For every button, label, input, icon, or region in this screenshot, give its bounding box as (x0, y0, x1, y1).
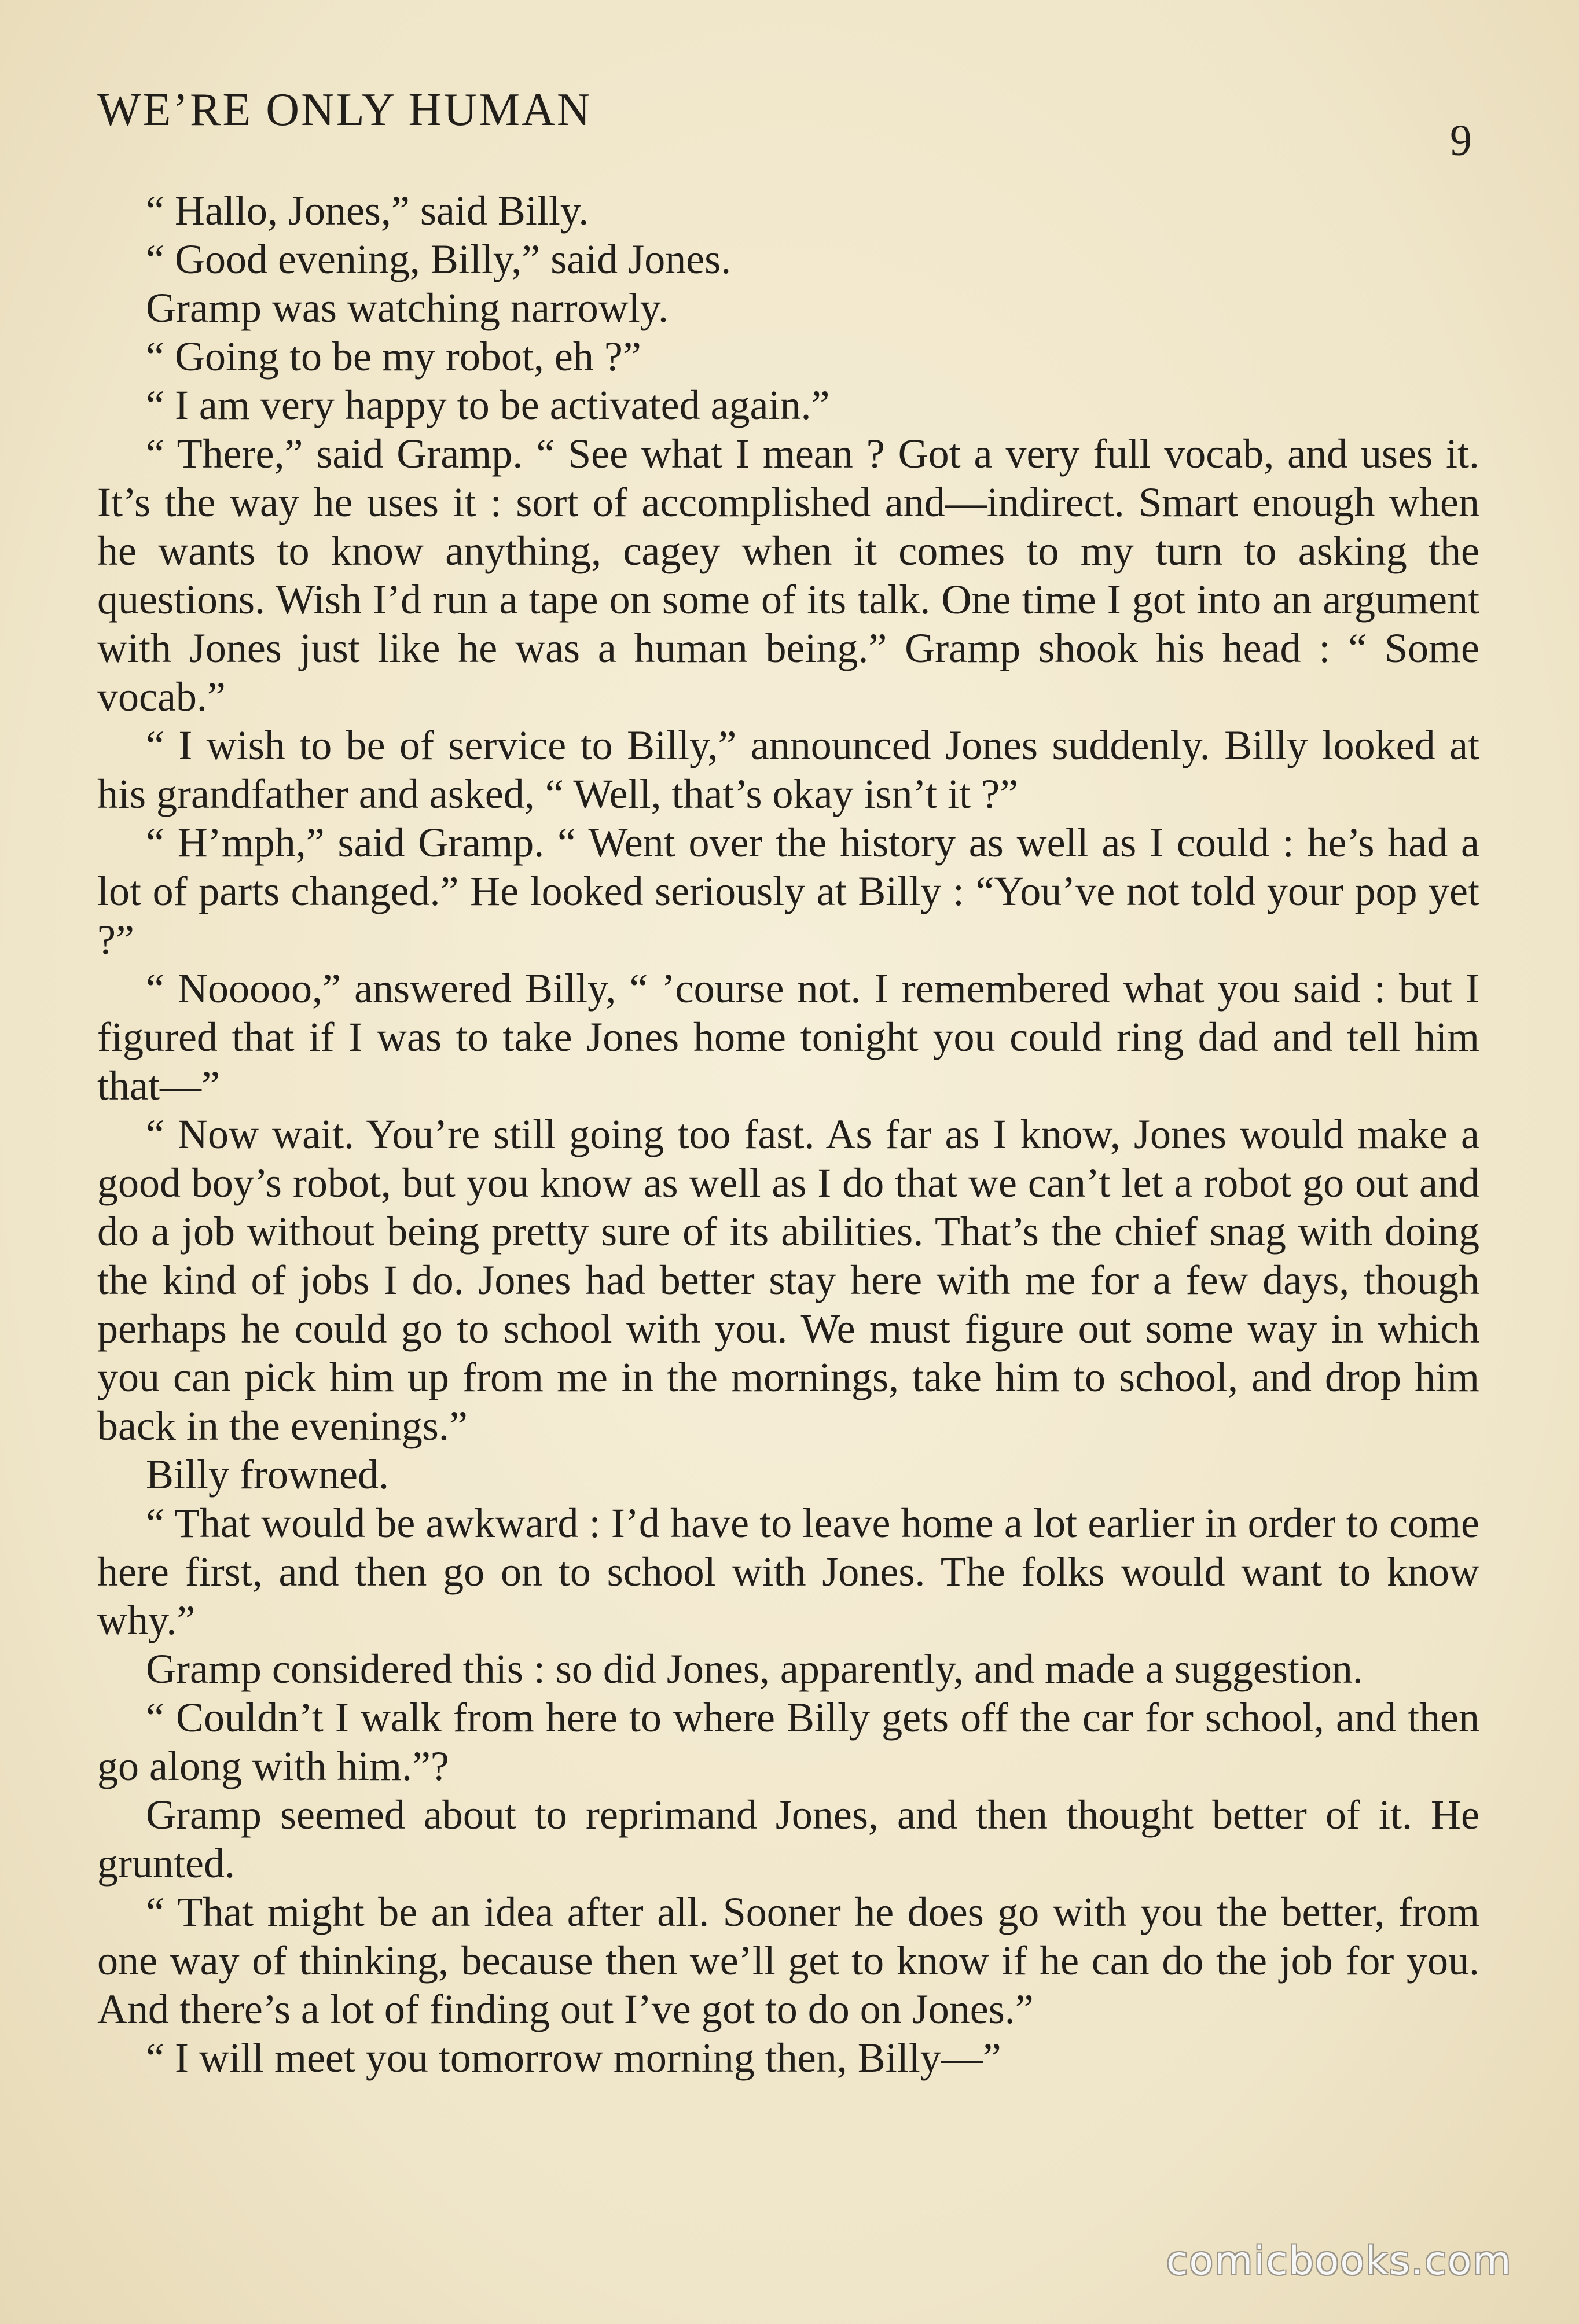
paragraph: “ Now wait. You’re still going too fast. As far as I know, Jones would make a good boy’s robot, but you know as well as I do that we can’t let a robot go out and do a job without being pretty sure of its abilities. That’s the chief snag with doing the kind of jobs I do. Jones had better stay here with me for a few days, though perhaps he could go to school with you. We must figure out some way in which you can pick him up from me in the mornings, take him to school, and drop him back in the evenings.” (97, 1111, 1479, 1449)
paragraph: Gramp considered this : so did Jones, apparently, and made a suggestion. (146, 1646, 1363, 1692)
paragraph: “ I am very happy to be activated again.” (146, 382, 830, 428)
paragraph: “ Nooooo,” answered Billy, “ ’course not. I remembered what you said : but I figured that if I was to take Jones home tonight you could ring dad and tell him that—” (97, 965, 1479, 1109)
paragraph: “ Hallo, Jones,” said Billy. (146, 187, 589, 234)
paragraph: “ I wish to be of service to Billy,” announced Jones suddenly. Billy looked at his grandfather and asked, “ Well, that’s okay isn’t it ?” (97, 722, 1479, 817)
paragraph: “ Going to be my robot, eh ?” (146, 333, 641, 380)
paragraph: “ H’mph,” said Gramp. “ Went over the history as well as I could : he’s had a lot of parts changed.” He looked seriously at Billy : “You’ve not told your pop yet ?” (97, 819, 1479, 963)
page-number: 9 (1450, 116, 1472, 165)
paragraph: Billy frowned. (146, 1451, 389, 1498)
running-head: WE’RE ONLY HUMAN (97, 84, 592, 135)
paragraph: “ Good evening, Billy,” said Jones. (146, 236, 732, 282)
paragraph: “ Couldn’t I walk from here to where Billy gets off the car for school, and then go along with him.”? (97, 1694, 1479, 1789)
body-text (97, 186, 1479, 2082)
paragraph: “ That would be awkward : I’d have to leave home a lot earlier in order to come here first, and then go on to school with Jones. The folks would want to know why.” (97, 1500, 1479, 1643)
watermark: comicbooks.com (1166, 2238, 1512, 2284)
paragraph: “ I will meet you tomorrow morning then, Billy—” (146, 2035, 1001, 2081)
paragraph: Gramp seemed about to reprimand Jones, and then thought better of it. He grunted. (97, 1792, 1479, 1887)
paragraph: “ There,” said Gramp. “ See what I mean ? Got a very full vocab, and uses it. It’s the way he uses it : sort of accomplished and—indirect. Smart enough when he wants to know anything, cagey when it comes to my turn to asking the questions. Wish I’d run a tape on some of its talk. One time I got into an argument with Jones just like he was a human being.” Gramp shook his head : “ Some vocab.” (97, 431, 1479, 720)
paragraph: “ That might be an idea after all. Sooner he does go with you the better, from one way of thinking, because then we’ll get to know if he can do the job for you. And there’s a lot of finding out I’ve got to do on Jones.” (97, 1889, 1479, 2032)
paragraph: Gramp was watching narrowly. (146, 285, 669, 331)
